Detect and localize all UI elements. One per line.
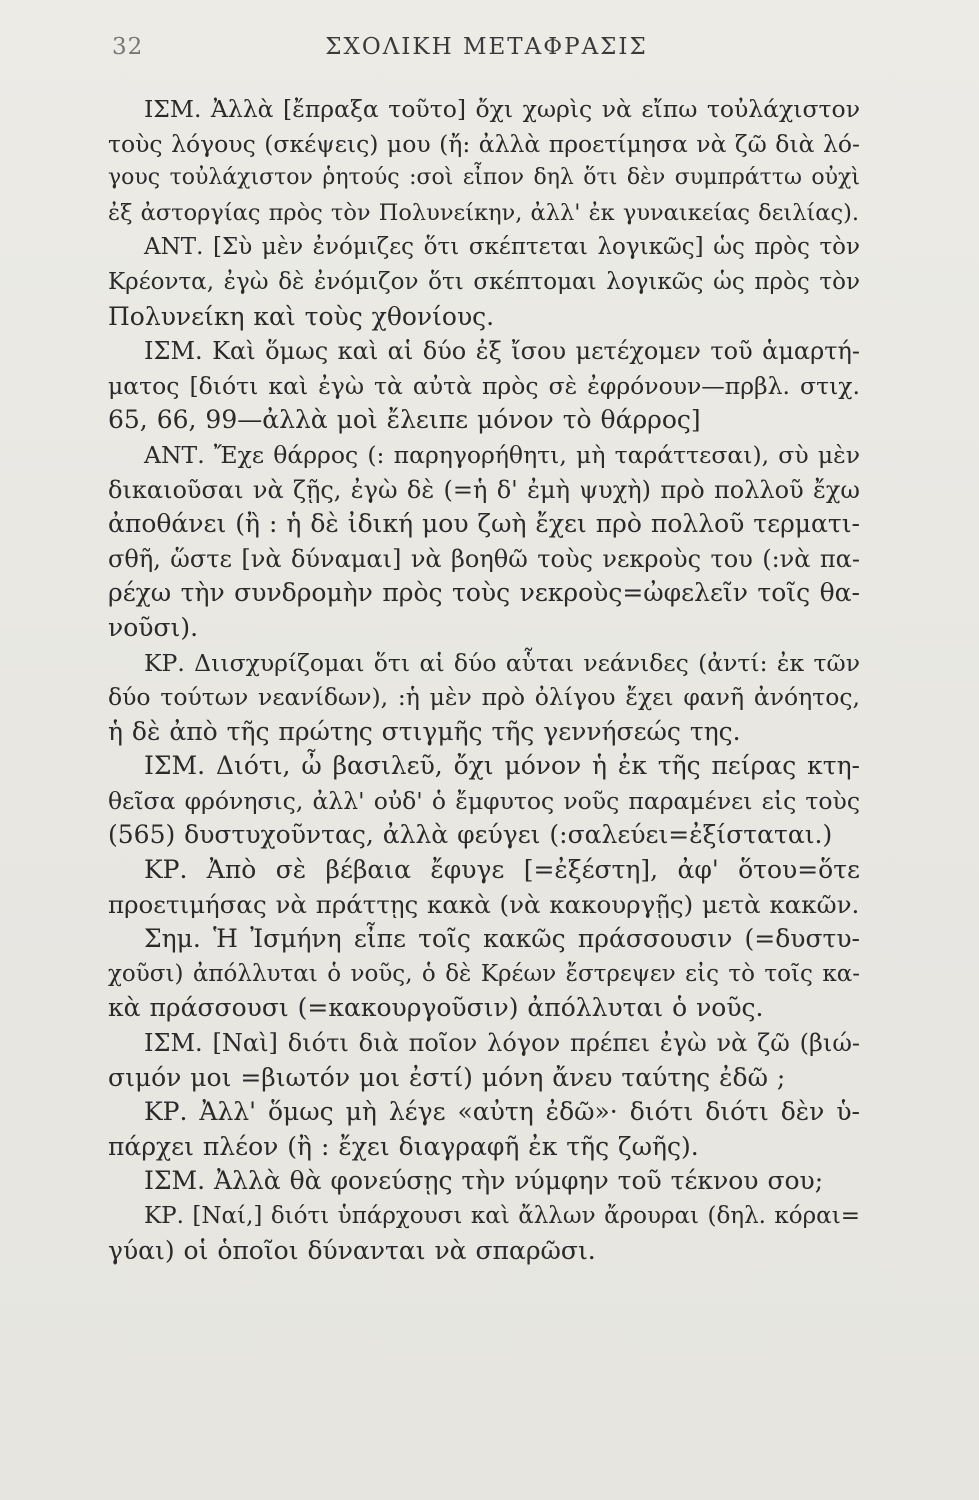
body-text [108,92,860,1268]
text-line: σθῆ, ὥστε [νὰ δύναμαι] νὰ βοηθῶ τοὺς νεκροὺς του (:νὰ πα- [108,544,860,573]
text-line: ἀποθάνει (ἢ : ἡ δὲ ἰδική μου ζωὴ ἔχει πρὸ πολλοῦ τερματι- [108,509,860,539]
text-line: ΚΡ. Ἀπὸ σὲ βέβαια ἔφυγε [=ἐξέστη], ἀφ' ὅτου=ὅτε [144,855,860,885]
text-line: κὰ πράσσουσι (=κακουργοῦσιν) ἀπόλλυται ὁ νοῦς. [108,993,764,1023]
text-line: γύαι) οἱ ὁποῖοι δύνανται νὰ σπαρῶσι. [108,1235,596,1265]
text-line: ΙΣΜ. Διότι, ὦ βασιλεῦ, ὄχι μόνον ἡ ἐκ τῆς πείρας κτη- [144,751,860,781]
text-line: γους τοὐλάχιστον ῥητούς :σοὶ εἶπον δηλ ὅτι δὲν συμπράττω οὐχὶ [108,165,860,191]
text-line: 65, 66, 99—ἀλλὰ μοὶ ἔλειπε μόνον τὸ θάρρος] [108,405,701,435]
text-line: Πολυνείκη καὶ τοὺς χθονίους. [108,301,495,331]
text-line: χοῦσι) ἀπόλλυται ὁ νοῦς, ὁ δὲ Κρέων ἔστρεψεν εἰς τὸ τοῖς κα- [108,960,860,987]
text-line: (565) δυστυχοῦντας, ἀλλὰ φεύγει (:σαλεύει=ἐξίσταται.) [108,820,833,850]
text-line: ΚΡ. [Ναί,] διότι ὑπάρχουσι καὶ ἄλλων ἄρουραι (δηλ. κόραι= [144,1203,860,1229]
text-line: ΑΝΤ. [Σὺ μὲν ἐνόμιζες ὅτι σκέπτεται λογικῶς] ὡς πρὸς τὸν [144,234,860,261]
text-line: θεῖσα φρόνησις, ἀλλ' οὐδ' ὁ ἔμφυτος νοῦς παραμένει εἰς τοὺς [108,786,860,815]
text-line: τοὺς λόγους (σκέψεις) μου (ἤ: ἀλλὰ προετίμησα νὰ ζῶ διὰ λό- [108,129,860,158]
text-line: σιμόν μοι =βιωτόν μοι ἐστί) μόνη ἄνευ ταύτης ἐδῶ ; [108,1062,786,1092]
text-line: ΙΣΜ. Καὶ ὅμως καὶ αἱ δύο ἐξ ἴσου μετέχομεν τοῦ ἁμαρτή- [144,337,860,366]
text-line: Κρέοντα, ἐγὼ δὲ ἐνόμιζον ὅτι σκέπτομαι λογικῶς ὡς πρὸς τὸν [108,268,860,295]
text-line: ματος [διότι καὶ ἐγὼ τὰ αὐτὰ πρὸς σὲ ἐφρόνουν—πρβλ. στιχ. [108,371,860,400]
running-title: ΣΧΟΛΙΚΗ ΜΕΤΑΦΡΑΣΙΣ [325,34,648,60]
text-line: ΚΡ. Διισχυρίζομαι ὅτι αἱ δύο αὗται νεάνιδες (ἀντί: ἐκ τῶν [144,648,860,677]
text-line: Σημ. Ἡ Ἰσμήνη εἶπε τοῖς κακῶς πράσσουσιν (=δυστυ- [144,924,860,954]
text-line: ΙΣΜ. Ἀλλὰ [ἔπραξα τοῦτο] ὄχι χωρὶς νὰ εἴπω τοὐλάχιστον [144,95,860,123]
text-line: ΙΣΜ. Ἀλλὰ θὰ φονεύσῃς τὴν νύμφην τοῦ τέκνου σου; [144,1166,824,1196]
text-line: ἡ δὲ ἀπὸ τῆς πρώτης στιγμῆς τῆς γεννήσεώς της. [108,716,741,746]
text-line: προετιμήσας νὰ πράττῃς κακὰ (νὰ κακουργῇς) μετὰ κακῶν. [108,889,860,919]
text-line: ΚΡ. Ἀλλ' ὅμως μὴ λέγε «αὐτη ἐδῶ»· διότι διότι δὲν ὑ- [144,1097,860,1127]
text-line: νοῦσι). [108,612,199,642]
text-line: δύο τούτων νεανίδων), :ἡ μὲν πρὸ ὀλίγου ἔχει φανῆ ἀνόητος, [108,683,860,712]
text-line: ΙΣΜ. [Ναὶ] διότι διὰ ποῖον λόγον πρέπει ἐγὼ νὰ ζῶ (βιώ- [144,1029,860,1058]
page-header [112,34,861,74]
text-line: ρέχω τὴν συνδρομὴν πρὸς τοὺς νεκροὺς=ὠφελεῖν τοῖς θα- [108,578,860,608]
text-line: πάρχει πλέον (ἢ : ἔχει διαγραφῆ ἐκ τῆς ζωῆς). [108,1131,699,1161]
page-number: 32 [112,34,144,60]
text-line: ΑΝΤ. Ἔχε θάρρος (: παρηγορήθητι, μὴ ταράττεσαι), σὺ μὲν [144,440,860,469]
text-line: ἐξ ἀστοργίας πρὸς τὸν Πολυνείκην, ἀλλ' ἐκ γυναικείας δειλίας). [108,199,860,226]
text-line: δικαιοῦσαι νὰ ζῇς, ἐγὼ δὲ (=ἡ δ' ἐμὴ ψυχὴ) πρὸ πολλοῦ ἔχω [108,475,860,504]
